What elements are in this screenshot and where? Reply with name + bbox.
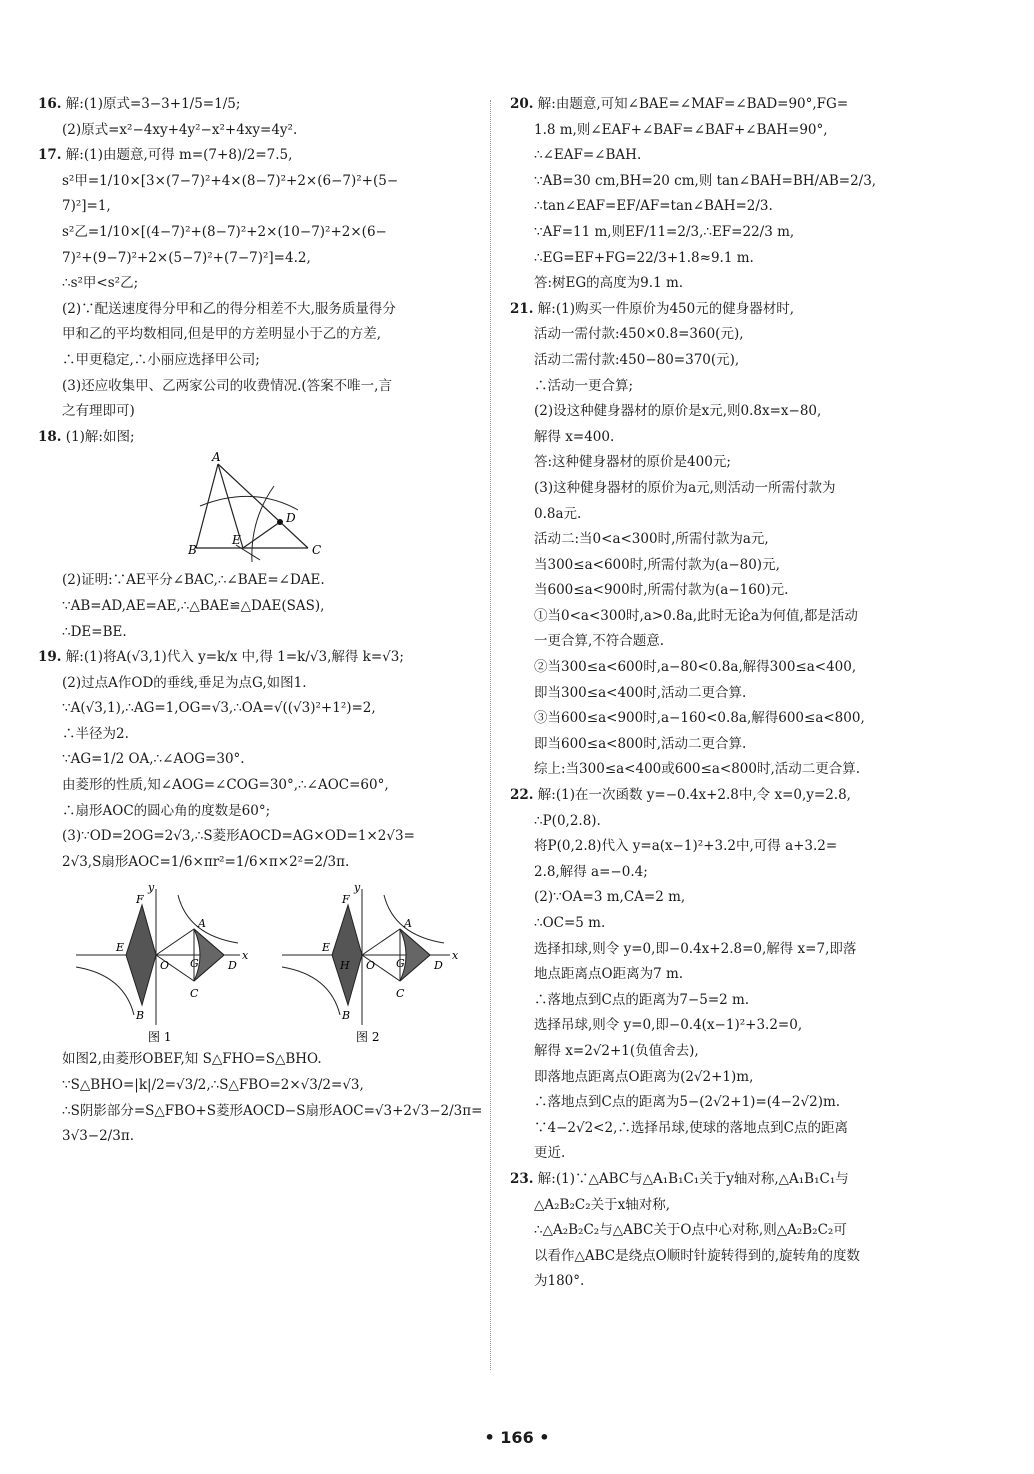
column-divider [490,100,491,1370]
line: 综上:当300≤a<400或600≤a<800时,活动二更合算. [534,761,861,778]
svg-text:A: A [198,917,206,931]
svg-text:O: O [160,959,170,973]
line: 当600≤a<900时,所需付款为(a−160)元. [534,582,789,599]
line: 解得 x=2√2+1(负值舍去), [534,1042,699,1059]
line: ∵A(√3,1),∴AG=1,OG=√3,∴OA=√((√3)²+1²)=2, [62,700,376,717]
svg-text:y: y [354,881,361,895]
line: 一更合算,不符合题意. [534,633,665,650]
line: (3)这种健身器材的原价为a元,则活动一所需付款为 [534,479,836,496]
graph-figures [38,875,468,1047]
line: ∵AG=1/2 OA,∴∠AOG=30°. [62,751,245,768]
line: (2)∵OA=3 m,CA=2 m, [534,889,686,906]
label-D: D [286,511,296,526]
line: 将P(0,2.8)代入 y=a(x−1)²+3.2中,可得 a+3.2= [534,838,838,855]
line: (2)∵配送速度得分甲和乙的得分相差不大,服务质量得分 [62,300,396,317]
figure-1 [76,881,249,1044]
line: 20. 解:由题意,可知∠BAE=∠MAF=∠BAD=90°,FG= [510,96,849,112]
line: 更近. [534,1145,566,1162]
line: 当300≤a<600时,所需付款为(a−80)元, [534,556,780,573]
label-C: C [312,543,322,558]
line: 地点距离点O距离为7 m. [534,966,684,983]
line: s²甲=1/10×[3×(7−7)²+4×(8−7)²+2×(6−7)²+(5− [62,172,399,189]
svg-text:G: G [396,957,405,971]
line: 甲和乙的平均数相同,但是甲的方差明显小于乙的方差, [62,326,382,343]
line: (3)∵OD=2OG=2√3,∴S菱形AOCD=AG×OD=1×2√3= [62,828,415,845]
line: ∴OC=5 m. [534,915,606,931]
svg-text:E: E [322,941,331,955]
line: 17. 解:(1)由题意,可得 m=(7+8)/2=7.5, [38,147,293,164]
line: ∴△A₂B₂C₂与△ABC关于O点中心对称,则△A₂B₂C₂可 [534,1222,847,1239]
line: ∴tan∠EAF=EF/AF=tan∠BAH=2/3. [534,198,773,215]
line: ∵AF=11 m,则EF/11=2/3,∴EF=22/3 m, [534,223,795,240]
line: 7)²+(9−7)²+2×(5−7)²+(7−7)²]=4.2, [62,249,311,266]
line: 即当600≤a<800时,活动二更合算. [534,735,747,752]
label-A: A [212,450,221,465]
svg-text:F: F [136,893,144,907]
svg-text:A: A [404,917,412,931]
svg-text:H: H [340,959,350,973]
line: ∴落地点到C点的距离为5−(2√2+1)=(4−2√2)m. [534,1094,841,1111]
svg-text:E: E [116,941,125,955]
line: 活动二需付款:450−80=370(元), [534,351,740,368]
svg-text:D: D [434,959,443,973]
line: (2)原式=x²−4xy+4y²−x²+4xy=4y². [62,121,298,138]
line: s²乙=1/10×[(4−7)²+(8−7)²+2×(10−7)²+2×(6− [62,223,387,240]
figure-1-caption: 图 1 [148,1030,172,1045]
graph-diagram [38,875,468,1047]
svg-text:x: x [452,949,459,963]
label-B: B [188,543,197,558]
line: (3)还应收集甲、乙两家公司的收费情况.(答案不唯一,言 [62,377,392,394]
line: (2)证明:∵AE平分∠BAC,∴∠BAE=∠DAE. [62,572,325,589]
line: 0.8a元. [534,505,582,522]
line: 即落地点距离点O距离为(2√2+1)m, [534,1068,754,1085]
line: 19. 解:(1)将A(√3,1)代入 y=k/x 中,得 1=k/√3,解得 k=√3; [38,649,404,666]
line: 23. 解:(1)∵△ABC与△A₁B₁C₁关于y轴对称,△A₁B₁C₁与 [510,1170,849,1187]
line: 18. (1)解:如图; [38,428,135,445]
line: ∵AB=30 cm,BH=20 cm,则 tan∠BAH=BH/AB=2/3, [534,172,877,189]
line: ∴DE=BE. [62,623,127,640]
line: ∴落地点到C点的距离为7−5=2 m. [534,991,750,1008]
line: ③当600≤a<900时,a−160<0.8a,解得600≤a<800, [534,710,865,727]
line: 即当300≤a<400时,活动二更合算. [534,684,747,701]
line: 为180°. [534,1273,585,1290]
svg-text:y: y [148,881,155,895]
label-E: E [232,533,241,548]
line: 2√3,S扇形AOC=1/6×πr²=1/6×π×2²=2/3π. [62,853,350,870]
left-column [38,92,483,1150]
line: ①当0<a<300时,a>0.8a,此时无论a为何值,都是活动 [534,607,858,624]
line: 22. 解:(1)在一次函数 y=−0.4x+2.8中,令 x=0,y=2.8, [510,787,851,804]
line: ∴∠EAF=∠BAH. [534,147,642,164]
triangle-figure [38,450,468,568]
line: 16. 解:(1)原式=3−3+1/5=1/5; [38,96,241,112]
svg-text:D: D [228,959,237,973]
svg-text:G: G [190,957,199,971]
figure-2-caption: 图 2 [356,1030,380,1045]
line: ②当300≤a<600时,a−80<0.8a,解得300≤a<400, [534,659,857,676]
line: ∴扇形AOC的圆心角的度数是60°; [62,802,271,819]
line: ∵AB=AD,AE=AE,∴△BAE≌△DAE(SAS), [62,597,325,614]
line: (2)设这种健身器材的原价是x元,则0.8x=x−80, [534,403,822,420]
line: 选择吊球,则令 y=0,即−0.4(x−1)²+3.2=0, [534,1017,803,1034]
line: ∴半径为2. [62,725,129,742]
line: ∵S△BHO=|k|/2=√3/2,∴S△FBO=2×√3/2=√3, [62,1077,364,1094]
line: 21. 解:(1)购买一件原价为450元的健身器材时, [510,300,795,317]
figure-2 [282,881,459,1044]
page-number: • 166 • [484,1428,550,1447]
line: 1.8 m,则∠EAF+∠BAF=∠BAF+∠BAH=90°, [534,121,828,138]
line: 由菱形的性质,知∠AOG=∠COG=30°,∴∠AOC=60°, [62,777,389,794]
svg-text:C: C [396,987,405,1001]
line: 7)²]=1, [62,198,111,215]
line: 选择扣球,则令 y=0,即−0.4x+2.8=0,解得 x=7,即落 [534,940,857,957]
line: 答:树EG的高度为9.1 m. [534,275,684,292]
right-column [510,92,950,1295]
line: ∴甲更稳定,∴小丽应选择甲公司; [62,351,260,368]
line: 解得 x=400. [534,428,615,445]
line: 如图2,由菱形OBEF,知 S△FHO=S△BHO. [62,1051,322,1068]
line: 以看作△ABC是绕点O顺时针旋转得到的,旋转角的度数 [534,1247,860,1264]
line: 3√3−2/3π. [62,1128,134,1145]
line: ∴P(0,2.8). [534,812,601,829]
svg-text:C: C [190,987,199,1001]
line: ∴EG=EF+FG=22/3+1.8≈9.1 m. [534,249,754,266]
line: 之有理即可) [62,403,135,420]
line: 2.8,解得 a=−0.4; [534,863,648,880]
svg-text:B: B [342,1009,351,1023]
svg-text:O: O [366,959,376,973]
line: ∴S阴影部分=S△FBO+S菱形AOCD−S扇形AOC=√3+2√3−2/3π= [62,1102,483,1119]
line: 答:这种健身器材的原价是400元; [534,454,731,471]
line: ∵4−2√2<2,∴选择吊球,使球的落地点到C点的距离 [534,1119,848,1136]
line: 活动二:当0<a<300时,所需付款为a元, [534,531,769,548]
line: ∴活动一更合算; [534,377,634,394]
triangle-diagram [38,450,468,568]
line: ∴s²甲<s²乙; [62,275,139,292]
svg-text:B: B [136,1009,145,1023]
svg-text:x: x [242,949,249,963]
line: 活动一需付款:450×0.8=360(元), [534,326,744,343]
line: (2)过点A作OD的垂线,垂足为点G,如图1. [62,674,307,691]
svg-text:F: F [342,893,350,907]
line: △A₂B₂C₂关于x轴对称, [534,1196,671,1213]
